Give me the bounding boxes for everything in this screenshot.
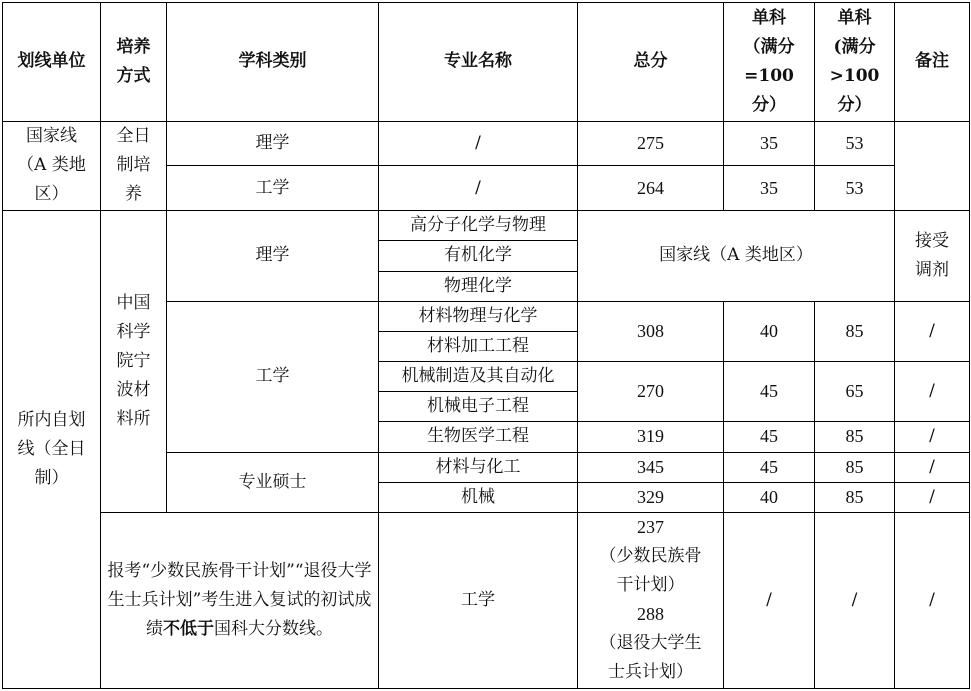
national-s1-engineering: 35 [724,165,815,210]
special-plan-note-text: 报考“少数民族骨干计划”“退役大学生士兵计划”考生进入复试的初试成绩 [107,560,372,639]
institute-professional-s2-2: 85 [815,482,895,512]
institute-science-major-1: 高分子化学与物理 [379,211,578,241]
header-single-over-100-bottom: (满分>100分） [829,36,880,115]
institute-engineering-major-3: 机械制造及其自动化 [379,362,578,392]
special-plan-note-emphasis: 不低于 [163,618,214,639]
institute-professional-s1-1: 45 [724,452,815,482]
special-plan-note [101,512,379,688]
institute-engineering-s1-3: 45 [724,422,815,452]
institute-science-remark: 接受调剂 [895,211,970,302]
institute-engineering-s2-2: 65 [815,362,895,422]
institute-professional-major-2: 机械 [379,482,578,512]
national-category-engineering: 工学 [167,165,379,210]
institute-engineering-remark-1: / [895,301,970,361]
header-single-100-bottom: （满分=100分） [743,36,795,115]
institute-professional-s2-1: 85 [815,452,895,482]
institute-engineering-major-2: 材料加工工程 [379,331,578,361]
national-total-engineering: 264 [578,165,724,210]
institute-professional-s1-2: 40 [724,482,815,512]
score-line-table [2,2,970,689]
institute-engineering-total-1: 308 [578,301,724,361]
national-remark [895,121,970,211]
special-plan-total-b: 288 [637,604,664,625]
institute-unit: 所内自划线（全日制） [3,211,101,689]
header-mode: 培养方式 [101,3,167,122]
institute-engineering-remark-2: / [895,362,970,422]
special-plan-note-tail: 国科大分数线。 [214,618,333,639]
special-plan-total-b-label: （退役大学生士兵计划） [599,633,702,683]
national-major-science: / [379,121,578,165]
special-plan-s1: / [724,512,815,688]
table-row [3,211,970,241]
table-row [3,121,970,165]
national-major-engineering: / [379,165,578,210]
institute-engineering-s1-1: 40 [724,301,815,361]
special-plan-s2: / [815,512,895,688]
institute-engineering-total-2: 270 [578,362,724,422]
national-s1-science: 35 [724,121,815,165]
institute-science-major-2: 有机化学 [379,241,578,271]
national-total-science: 275 [578,121,724,165]
header-single-100-top: 单科 [752,7,786,28]
institute-science-national-line: 国家线（A 类地区） [578,211,895,302]
institute-engineering-major-4: 机械电子工程 [379,392,578,422]
header-single-over-100 [815,3,895,122]
header-major: 专业名称 [379,3,578,122]
special-plan-category: 工学 [379,512,578,688]
institute-science-major-3: 物理化学 [379,271,578,301]
institute-engineering-s2-3: 85 [815,422,895,452]
institute-professional-total-1: 345 [578,452,724,482]
institute-professional-category: 专业硕士 [167,452,379,512]
header-row [3,3,970,122]
header-single-over-100-top: 单科 [837,7,872,28]
national-s2-engineering: 53 [815,165,895,210]
national-category-science: 理学 [167,121,379,165]
national-mode: 全日制培养 [101,121,167,211]
institute-science-category: 理学 [167,211,379,302]
national-unit: 国家线（A 类地区） [3,121,101,211]
institute-engineering-major-1: 材料物理与化学 [379,301,578,331]
table-row [3,512,970,688]
special-plan-total-a: 237 [637,517,664,538]
institute-engineering-total-3: 319 [578,422,724,452]
institute-professional-total-2: 329 [578,482,724,512]
institute-professional-remark-1: / [895,452,970,482]
header-unit: 划线单位 [3,3,101,122]
institute-engineering-remark-3: / [895,422,970,452]
special-plan-total [578,512,724,688]
institute-mode: 中国科学院宁波材料所 [101,211,167,513]
header-remark: 备注 [895,3,970,122]
institute-engineering-category: 工学 [167,301,379,452]
special-plan-remark: / [895,512,970,688]
institute-professional-major-1: 材料与化工 [379,452,578,482]
institute-engineering-s1-2: 45 [724,362,815,422]
national-s2-science: 53 [815,121,895,165]
header-single-100 [724,3,815,122]
institute-engineering-major-5: 生物医学工程 [379,422,578,452]
special-plan-total-a-label: （少数民族骨干计划） [599,546,702,596]
header-total: 总分 [578,3,724,122]
header-category: 学科类别 [167,3,379,122]
institute-professional-remark-2: / [895,482,970,512]
institute-engineering-s2-1: 85 [815,301,895,361]
